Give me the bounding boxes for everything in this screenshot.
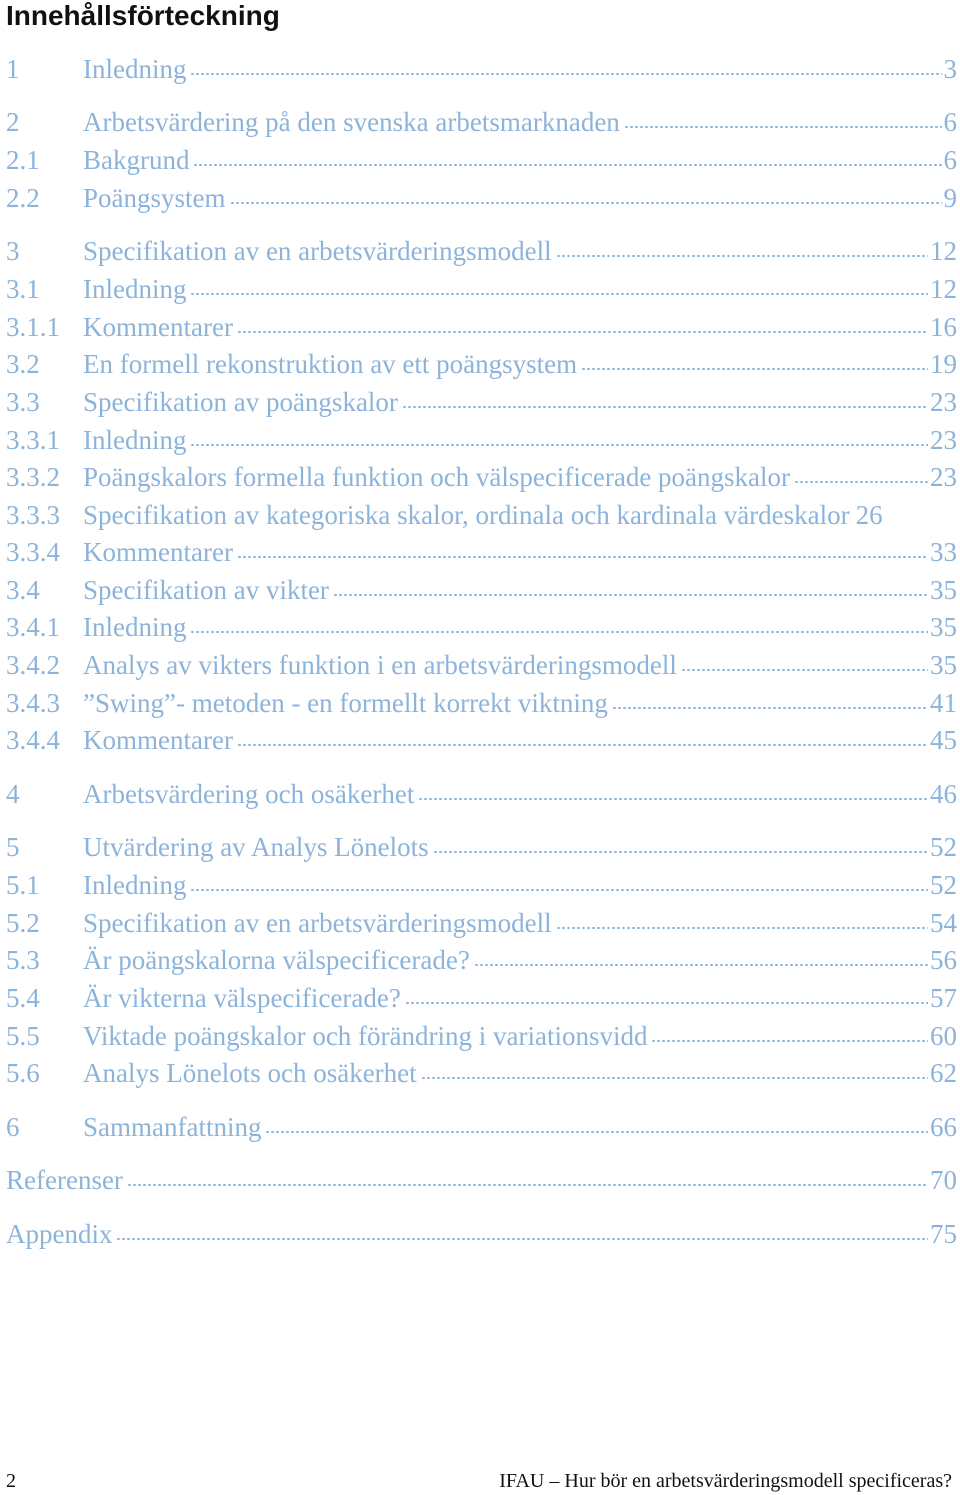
toc-entry[interactable]	[6, 271, 957, 307]
toc-entry-number: 3.4.4	[6, 725, 60, 755]
toc-entry-page: 23	[930, 387, 957, 417]
toc-dot-leader	[474, 964, 928, 966]
toc-entry[interactable]	[6, 384, 957, 420]
toc-entry[interactable]	[6, 572, 957, 608]
toc-dot-leader	[624, 126, 942, 128]
toc-entry-number: 3.3.1	[6, 425, 60, 455]
toc-entry-title: Kommentarer	[83, 537, 233, 567]
toc-entry-page: 6	[943, 107, 957, 137]
toc-entry-number: 3.3.2	[6, 462, 60, 492]
toc-entry-page: 35	[930, 612, 957, 642]
toc-entry-title: Analys Lönelots och osäkerhet	[83, 1058, 417, 1088]
toc-entry-page: 12	[930, 274, 957, 304]
toc-entry-number: 4	[6, 779, 20, 809]
toc-entry-page: 33	[930, 537, 957, 567]
toc-entry[interactable]	[6, 497, 957, 533]
toc-entry-page: 35	[930, 650, 957, 680]
toc-entry-page: 56	[930, 945, 957, 975]
toc-entry[interactable]	[6, 722, 957, 758]
toc-entry-page: 45	[930, 725, 957, 755]
toc-entry-number: 5.4	[6, 983, 40, 1013]
toc-entry-title: Arbetsvärdering på den svenska arbetsmarknaden	[83, 107, 620, 137]
toc-entry-title: Bakgrund	[83, 145, 190, 175]
toc-entry-title: Specifikation av en arbetsvärderingsmodell	[83, 908, 552, 938]
toc-entry-number: 3.4	[6, 575, 40, 605]
toc-entry-page: 26	[855, 500, 883, 530]
toc-dot-leader	[190, 889, 928, 891]
toc-entry-title: Viktade poängskalor och förändring i variationsvidd	[83, 1021, 648, 1051]
toc-entry[interactable]	[6, 346, 957, 382]
toc-entry-number: 3.3.4	[6, 537, 60, 567]
toc-entry[interactable]	[6, 1109, 957, 1145]
toc-entry-number: 5	[6, 832, 20, 862]
toc-entry-page: 46	[930, 779, 957, 809]
toc-entry-number: 2.1	[6, 145, 40, 175]
toc-dot-leader	[556, 255, 928, 257]
toc-entry-title: Specifikation av en arbetsvärderingsmodell	[83, 236, 552, 266]
toc-entry-title: Utvärdering av Analys Lönelots	[83, 832, 429, 862]
toc-entry-title: Inledning	[83, 274, 187, 304]
toc-entry-page: 57	[930, 983, 957, 1013]
toc-entry-title: Sammanfattning	[83, 1112, 262, 1142]
footer-page-number: 2	[6, 1470, 16, 1492]
toc-entry-title: Specifikation av vikter	[83, 575, 329, 605]
toc-entry-number: 3.3	[6, 387, 40, 417]
toc-entry-title: Inledning	[83, 612, 187, 642]
toc-dot-leader	[190, 631, 928, 633]
toc-entry-number: 5.1	[6, 870, 40, 900]
toc-entry-title: Poängsystem	[83, 183, 226, 213]
toc-entry-number: 5.2	[6, 908, 40, 938]
toc-entry[interactable]	[6, 1018, 957, 1054]
toc-entry[interactable]	[6, 942, 957, 978]
page-title: Innehållsförteckning	[6, 0, 280, 31]
toc-entry[interactable]	[6, 776, 957, 812]
toc-entry-page: 35	[930, 575, 957, 605]
toc-entry-number: 3.3.3	[6, 500, 60, 530]
toc-entry[interactable]	[6, 829, 957, 865]
toc-entry[interactable]	[6, 647, 957, 683]
toc-entry-number: 1	[6, 54, 20, 84]
toc-entry-page: 66	[930, 1112, 957, 1142]
toc-entry-title: Specifikation av kategoriska skalor, ordinala och kardinala värdeskalor	[83, 500, 850, 530]
toc-dot-leader	[418, 798, 928, 800]
toc-entry[interactable]	[6, 142, 957, 178]
toc-entry-title: Inledning	[83, 425, 187, 455]
toc-entry[interactable]	[6, 1055, 957, 1091]
toc-entry[interactable]	[6, 1162, 957, 1198]
toc-entry[interactable]	[6, 534, 957, 570]
toc-entry-page: 16	[930, 312, 957, 342]
toc-entry-title: Är vikterna välspecificerade?	[83, 983, 401, 1013]
toc-entry[interactable]	[6, 51, 957, 87]
toc-entry-number: 3.1.1	[6, 312, 60, 342]
toc-entry-title: Är poängskalorna välspecificerade?	[83, 945, 470, 975]
toc-dot-leader	[127, 1184, 928, 1186]
toc-entry-number: 6	[6, 1112, 20, 1142]
toc-entry-title: Kommentarer	[83, 725, 233, 755]
toc-entry-number: 3.4.3	[6, 688, 60, 718]
toc-dot-leader	[405, 1002, 928, 1004]
toc-dot-leader	[794, 481, 928, 483]
toc-entry-page: 23	[930, 462, 957, 492]
toc-entry-number: 5.3	[6, 945, 40, 975]
toc-entry[interactable]	[6, 459, 957, 495]
toc-entry[interactable]	[6, 1216, 957, 1252]
toc-entry-title: Appendix	[6, 1219, 113, 1249]
toc-dot-leader	[237, 331, 928, 333]
toc-entry-page: 52	[930, 870, 957, 900]
toc-entry-page: 9	[943, 183, 957, 213]
toc-entry-title: En formell rekonstruktion av ett poängsystem	[83, 349, 578, 379]
toc-entry-page: 70	[930, 1165, 957, 1195]
page-footer	[6, 1468, 952, 1494]
toc-dot-leader	[190, 444, 928, 446]
toc-entry-page: 41	[930, 688, 957, 718]
toc-entry-number: 3.2	[6, 349, 40, 379]
toc-dot-leader	[190, 73, 941, 75]
toc-entry-title: Specifikation av poängskalor	[83, 387, 398, 417]
toc-entry-page: 75	[930, 1219, 957, 1249]
toc-entry-title: Poängskalors formella funktion och välspecificerade poängskalor	[83, 462, 791, 492]
toc-dot-leader	[237, 556, 928, 558]
toc-entry-number: 3	[6, 236, 20, 266]
toc-dot-leader	[433, 851, 928, 853]
toc-entry-page: 6	[943, 145, 957, 175]
toc-entry[interactable]	[6, 905, 957, 941]
toc-entry-number: 2	[6, 107, 20, 137]
toc-entry[interactable]	[6, 685, 957, 721]
toc-dot-leader	[265, 1131, 928, 1133]
toc-entry-page: 19	[930, 349, 957, 379]
toc-entry[interactable]	[6, 104, 957, 140]
toc-entry-page: 52	[930, 832, 957, 862]
toc-entry-page: 12	[930, 236, 957, 266]
toc-entry-title: Arbetsvärdering och osäkerhet	[83, 779, 415, 809]
toc-dot-leader	[116, 1238, 928, 1240]
toc-entry-page: 23	[930, 425, 957, 455]
toc-entry-title: Referenser	[6, 1165, 123, 1195]
toc-dot-leader	[612, 707, 928, 709]
toc-dot-leader	[190, 293, 928, 295]
toc-entry-title: Analys av vikters funktion i en arbetsvärderingsmodell	[83, 650, 677, 680]
toc-dot-leader	[230, 202, 942, 204]
toc-entry[interactable]	[6, 180, 957, 216]
toc-dot-leader	[402, 406, 928, 408]
toc-dot-leader	[193, 164, 941, 166]
toc-entry-number: 5.5	[6, 1021, 40, 1051]
toc-entry-title: Inledning	[83, 54, 187, 84]
toc-dot-leader	[237, 744, 928, 746]
toc-entry[interactable]	[6, 309, 957, 345]
toc-entry-title: Kommentarer	[83, 312, 233, 342]
toc-entry[interactable]	[6, 422, 957, 458]
toc-dot-leader	[556, 927, 928, 929]
toc-entry[interactable]	[6, 609, 957, 645]
toc-dot-leader	[681, 669, 928, 671]
footer-running-title: IFAU – Hur bör en arbetsvärderingsmodell specificeras?	[499, 1470, 952, 1492]
toc-entry-page: 3	[943, 54, 957, 84]
toc-entry-page: 62	[930, 1058, 957, 1088]
toc-entry-number: 3.4.2	[6, 650, 60, 680]
toc-entry-number: 3.4.1	[6, 612, 60, 642]
toc-entry-title: ”Swing”- metoden - en formellt korrekt viktning	[83, 688, 608, 718]
toc-entry-number: 5.6	[6, 1058, 40, 1088]
toc-entry-title: Inledning	[83, 870, 187, 900]
toc-dot-leader	[421, 1077, 928, 1079]
toc-entry-number: 3.1	[6, 274, 40, 304]
toc-entry-page: 60	[930, 1021, 957, 1051]
toc-dot-leader	[333, 594, 928, 596]
toc-entry[interactable]	[6, 867, 957, 903]
toc-entry[interactable]	[6, 980, 957, 1016]
toc-entry-number: 2.2	[6, 183, 40, 213]
toc-dot-leader	[651, 1040, 928, 1042]
toc-entry-page: 54	[930, 908, 957, 938]
toc-dot-leader	[581, 368, 928, 370]
toc-entry[interactable]	[6, 233, 957, 269]
